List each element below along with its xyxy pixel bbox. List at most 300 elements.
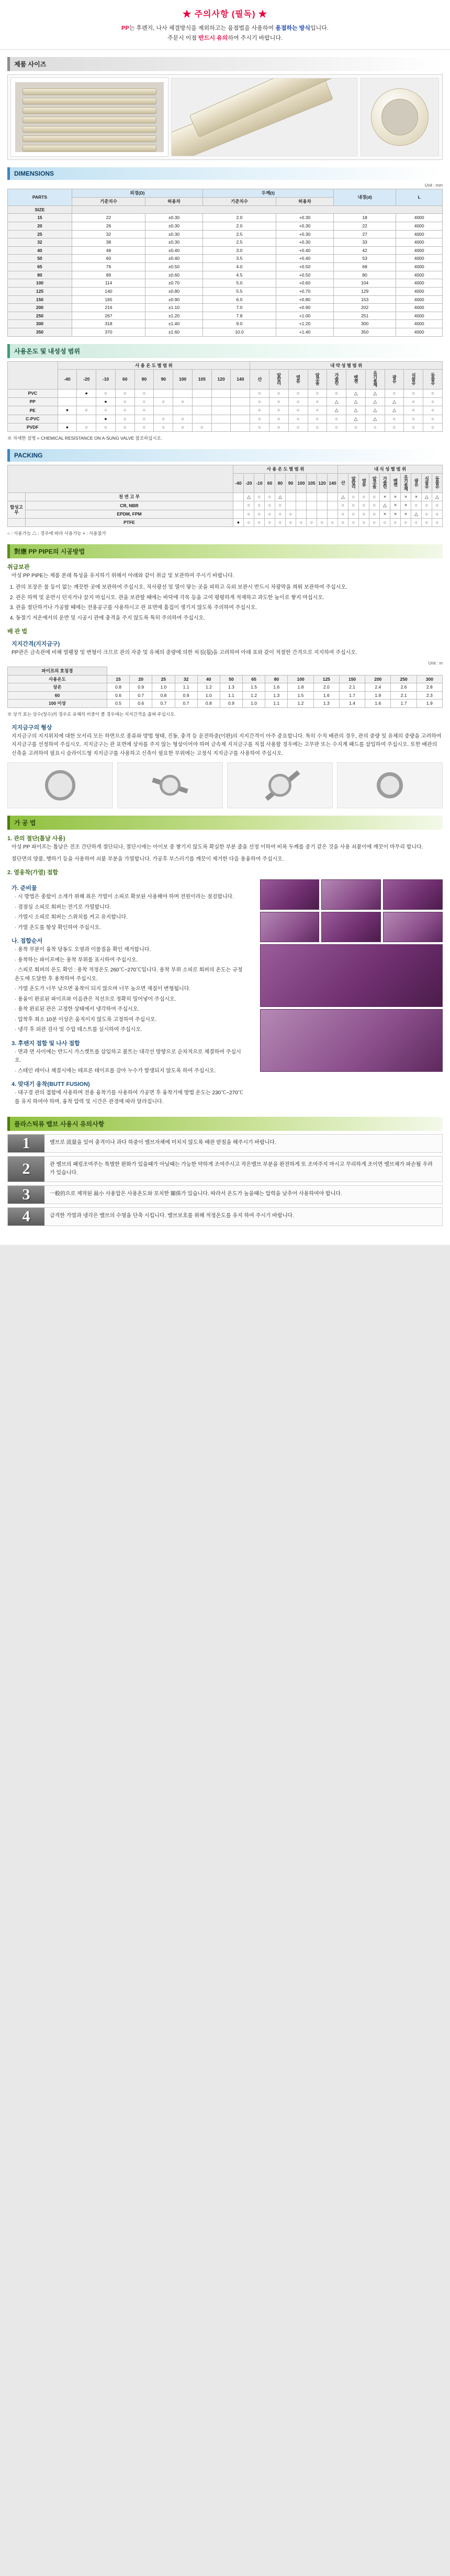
- packing-temp-cell: ○: [286, 510, 296, 518]
- packing-temp-cell: [296, 493, 307, 501]
- table-header-row: [8, 189, 443, 198]
- packing-chem-cell: ○: [369, 493, 380, 501]
- packing-temp-cell: ○: [254, 501, 265, 510]
- dimensions-value-cell: 4000: [396, 279, 443, 288]
- section-heading-processing: 가 공 법: [7, 816, 443, 830]
- table-row: [8, 501, 443, 510]
- table-row: [8, 406, 443, 415]
- dimensions-value-cell: 4000: [396, 222, 443, 230]
- packing-temp-cell: [317, 510, 328, 518]
- dimensions-size-cell: 200: [8, 304, 72, 312]
- packing-chem-cell: ○: [338, 510, 348, 518]
- dimensions-value-cell: 18: [333, 214, 396, 222]
- section-heading-packing: PACKING: [7, 449, 443, 462]
- resistance-chem-header: 동물유: [423, 370, 443, 390]
- resistance-temp-cell: ○: [134, 423, 154, 431]
- dimensions-size-cell: 25: [8, 230, 72, 238]
- list-item: · 압착후 최소 10분 이상은 움직이지 않도록 고정하여 주십시오.: [15, 1016, 157, 1023]
- spacing-temp-cell: 60: [8, 691, 107, 700]
- dimensions-value-cell: ±0.30: [145, 214, 203, 222]
- resistance-chem-cell: ○: [346, 423, 366, 431]
- resistance-chem-cell: ○: [250, 415, 269, 423]
- table-row: [8, 423, 443, 431]
- list-item: · 용착 부분이 융착 당동도 오염과 이물질을 확인 제거합니다.: [15, 947, 151, 953]
- resistance-chem-cell: ○: [327, 415, 346, 423]
- packing-temp-header: -20: [244, 473, 254, 493]
- spacing-value-cell: 0.9: [175, 691, 197, 700]
- packing-temp-cell: [233, 510, 244, 518]
- spacing-value-cell: 0.6: [130, 700, 152, 708]
- resistance-temp-cell: ○: [96, 423, 116, 431]
- clamp-ring-shape: [268, 774, 291, 797]
- dimensions-value-cell: 10.0: [203, 328, 276, 337]
- resistance-temp-cell: ●: [77, 389, 96, 397]
- resistance-temp-cell: [77, 398, 96, 406]
- dimensions-value-cell: ±1.20: [145, 312, 203, 320]
- resistance-temp-cell: ○: [77, 423, 96, 431]
- packing-chem-cell: ○: [369, 518, 380, 526]
- resistance-subheader-row: [8, 370, 443, 390]
- resistance-temp-header: 80: [134, 370, 154, 390]
- resistance-chem-cell: △: [365, 398, 385, 406]
- spacing-value-cell: 1.2: [243, 691, 265, 700]
- resistance-chem-cell: ○: [404, 389, 423, 397]
- dimensions-value-cell: 318: [72, 320, 145, 328]
- packing-chem-cell: ○: [380, 518, 390, 526]
- dimensions-value-cell: 4000: [396, 263, 443, 271]
- packing-chem-cell: ×: [390, 493, 401, 501]
- table-row: [8, 304, 443, 312]
- dimensions-value-cell: 3.5: [203, 255, 276, 263]
- dimensions-value-cell: ±0.80: [145, 287, 203, 295]
- dimensions-value-cell: 4000: [396, 320, 443, 328]
- dimensions-value-cell: 68: [333, 263, 396, 271]
- resistance-chem-cell: ○: [269, 406, 289, 415]
- packing-chem-cell: ×: [411, 493, 422, 501]
- packing-chem-cell: ○: [338, 501, 348, 510]
- construction-storage-intro: 아성 PP PIPE는 제품 본래 특성을 유지하기 위해서 아래와 같이 취급 및 보관하여 주시기 바랍니다.: [12, 573, 234, 579]
- dimensions-value-cell: 300: [333, 320, 396, 328]
- pipe-shape: [22, 145, 156, 152]
- resistance-chem-cell: ○: [308, 423, 327, 431]
- resistance-temp-cell: ○: [134, 406, 154, 415]
- clamp-saddle-illustration: [337, 762, 443, 808]
- dimensions-value-cell: 4000: [396, 304, 443, 312]
- dimensions-value-cell: 22: [333, 222, 396, 230]
- packing-chem-header: 식물유: [422, 473, 432, 493]
- spacing-size-header: 300: [417, 675, 442, 683]
- dimensions-value-cell: 6.0: [203, 295, 276, 304]
- processing-step-list: [15, 893, 248, 932]
- resistance-chem-cell: ○: [423, 415, 443, 423]
- dimensions-value-cell: +0.50: [276, 263, 334, 271]
- dimensions-value-cell: 4000: [396, 271, 443, 279]
- processing-cut-text-1: 아성 PP 파이프는 톱날은 전조 간단하게 절단되나, 절단시에는 아이보 중 쌓기지 않도록 확실한 부분 줄을 선정 이하여 비록 두께를 중기 같은 것을 사용 쇠붙이에 깨끗이 마무리 합니다.: [12, 844, 423, 851]
- packing-group-cell: 합성고무: [8, 501, 26, 519]
- table-row: [8, 214, 443, 222]
- dimensions-value-cell: +0.40: [276, 246, 334, 255]
- packing-chem-cell: ○: [422, 501, 432, 510]
- processing-step-title: 3. 후렌지 접합 및 나사 접합: [12, 1040, 80, 1047]
- resistance-temp-cell: [211, 406, 231, 415]
- dimensions-value-cell: 26: [72, 222, 145, 230]
- processing-sub-fusion: 2. 열융착(가열) 접합: [7, 869, 58, 876]
- resistance-chem-cell: △: [365, 415, 385, 423]
- packing-material-cell: 천 연 고 무: [26, 493, 233, 501]
- dimensions-value-cell: 4000: [396, 295, 443, 304]
- dimensions-value-cell: ±0.50: [145, 263, 203, 271]
- packing-group-cell: [8, 518, 26, 526]
- packing-chem-cell: △: [338, 493, 348, 501]
- dimensions-value-cell: 129: [333, 287, 396, 295]
- construction-sub-spacing: 지지간격(지지금구): [12, 641, 60, 648]
- spacing-size-header: 25: [152, 675, 175, 683]
- packing-chem-cell: ○: [338, 518, 348, 526]
- packing-header-chem-group: 내 식 성 별 범 위: [338, 465, 443, 473]
- packing-temp-cell: [328, 493, 338, 501]
- packing-chem-cell: ○: [348, 501, 359, 510]
- pipe-shape: [22, 88, 156, 95]
- dimensions-value-cell: ±1.60: [145, 328, 203, 337]
- resistance-temp-header: -10: [96, 370, 116, 390]
- packing-temp-cell: [317, 501, 328, 510]
- dimensions-value-cell: ±0.40: [145, 246, 203, 255]
- dimensions-size-cell: 300: [8, 320, 72, 328]
- table-row: [8, 328, 443, 337]
- dimensions-value-cell: 7.8: [203, 312, 276, 320]
- resistance-chem-cell: ○: [269, 398, 289, 406]
- spacing-value-cell: 1.8: [288, 683, 313, 692]
- packing-temp-header: 80: [275, 473, 286, 493]
- dimensions-size-cell: 350: [8, 328, 72, 337]
- fusion-photo: [383, 879, 443, 910]
- packing-temp-header: 60: [265, 473, 275, 493]
- table-size-label-row: [8, 205, 443, 214]
- dimensions-value-cell: +0.80: [276, 295, 334, 304]
- packing-chem-cell: △: [411, 510, 422, 518]
- resistance-chem-cell: ○: [404, 398, 423, 406]
- packing-chem-cell: ○: [359, 518, 369, 526]
- caution-text: 밸브로 流量을 있어 충격이나 과다 하중이 밸브자체에 미치지 않도록 배관 받침을 해주시기 바랍니다.: [50, 1140, 276, 1146]
- spacing-temp-cell: 상온: [8, 683, 107, 692]
- spacing-value-cell: 1.5: [288, 691, 313, 700]
- spacing-size-header: 40: [197, 675, 220, 683]
- construction-sub-support-shape: 지지금구의 형상: [12, 724, 52, 731]
- footer-spacer: [0, 1229, 450, 1234]
- dimensions-value-cell: +0.70: [276, 287, 334, 295]
- resistance-chem-cell: ○: [385, 389, 404, 397]
- dimensions-value-cell: 4000: [396, 328, 443, 337]
- table-header-row: [8, 667, 443, 675]
- packing-chem-cell: ×: [380, 510, 390, 518]
- dimensions-value-cell: +0.30: [276, 222, 334, 230]
- resistance-temp-cell: [58, 415, 77, 423]
- dimensions-value-cell: 27: [333, 230, 396, 238]
- fusion-photo: [321, 912, 381, 942]
- packing-temp-header: 100: [296, 473, 307, 493]
- spacing-size-header: 50: [220, 675, 242, 683]
- dimensions-value-cell: 3.0: [203, 246, 276, 255]
- packing-chem-cell: ×: [390, 510, 401, 518]
- packing-temp-cell: ○: [275, 518, 286, 526]
- resistance-temp-cell: [173, 389, 193, 397]
- resistance-chem-cell: △: [327, 398, 346, 406]
- construction-sub-piping: 배 관 법: [7, 628, 27, 635]
- spacing-value-cell: 1.7: [339, 691, 365, 700]
- resistance-chem-cell: ○: [404, 406, 423, 415]
- resistance-temp-cell: ○: [154, 423, 173, 431]
- packing-group-cell: [8, 493, 26, 501]
- spacing-size-header: 20: [130, 675, 152, 683]
- resistance-temp-header: 90: [154, 370, 173, 390]
- notice-line2-b: 반드시 유의: [198, 35, 228, 41]
- dimensions-value-cell: 2.5: [203, 230, 276, 238]
- dimensions-size-cell: 40: [8, 246, 72, 255]
- dimensions-value-cell: 48: [72, 246, 145, 255]
- notice-line2-a: 주문시 이점: [167, 35, 199, 41]
- dimensions-value-cell: 4000: [396, 214, 443, 222]
- resistance-chem-header: 유기용제: [365, 370, 385, 390]
- dimensions-size-cell: 32: [8, 238, 72, 247]
- list-item: 3. 관을 절단하거나 가공할 때에는 전용공구를 사용하시고 관 표면에 흠집이 생기지 않도록 주의하여 주십시오.: [16, 604, 443, 613]
- dimensions-value-cell: ±0.70: [145, 279, 203, 288]
- spacing-size-header: 32: [175, 675, 197, 683]
- packing-temp-cell: ○: [317, 518, 328, 526]
- packing-temp-cell: ○: [265, 510, 275, 518]
- resistance-temp-cell: [192, 389, 211, 397]
- processing-sub-cutting: 1. 관의 절단(톱날 사용): [7, 835, 65, 842]
- caution-text: 一般的으로 제작된 最小 사용압은 사용온도와 포치한 關係가 있습니다. 따라서 온도가 높을때는 압력을 낮추어 사용하여야 합니다.: [50, 1191, 342, 1197]
- dimensions-value-cell: 42: [333, 246, 396, 255]
- resistance-chem-cell: ○: [308, 398, 327, 406]
- resistance-temp-cell: ○: [96, 389, 116, 397]
- packing-chem-cell: ○: [422, 518, 432, 526]
- resistance-temp-cell: ○: [134, 398, 154, 406]
- dimensions-value-cell: +1.20: [276, 320, 334, 328]
- packing-temp-cell: ○: [244, 510, 254, 518]
- table-header-row: [8, 675, 443, 683]
- resistance-temp-cell: ○: [154, 415, 173, 423]
- resistance-chem-cell: ○: [327, 389, 346, 397]
- packing-chem-cell: ○: [432, 518, 443, 526]
- packing-table: [7, 465, 443, 527]
- dimensions-value-cell: 7.0: [203, 304, 276, 312]
- list-item: · 시 방법은 종합이 소개가 위해 최은 가열이 소피로 확보된 사용해야 하며 전원이라는 점검합니다.: [15, 894, 234, 900]
- packing-chem-header: 알칼리: [348, 473, 359, 493]
- resistance-temp-cell: ○: [173, 398, 193, 406]
- dimensions-size-cell: 125: [8, 287, 72, 295]
- packing-material-cell: EPDM, FPM: [26, 510, 233, 518]
- packing-temp-cell: [317, 493, 328, 501]
- processing-step-list: [15, 946, 248, 1035]
- construction-support-text: 지지금구의 지지위치에 대한 모서리 모든 하면으로 종류와 방법 형태, 진동, 충격 등 운전하중(이완)의 지지간격이 아주 중요합니다. 특히 수직 배관의 경우, 관의 중량 및 유체의 중량을 고려하여 지지금구를 선정하여 주십시오. 지지금구는 관 표면에 상처를 주지 않는 형상이어야 하며 금속제 지지금구를 직접 사용할 경우에는 고무판 또는 수지계 패드를 삽입하여 주십시오. 또한 배관의 신축을 고려하여 필요시 슬라이드형 지지금구를 사용하고 신축이 필요한 부위에는 고정식 지지금구를 사용하여 주십시오.: [12, 733, 442, 757]
- table-header-row: [8, 361, 443, 370]
- dimensions-size-cell: 150: [8, 295, 72, 304]
- resistance-note: ※ 자세한 설명 = CHEMICAL RESISTANCE ON A-SUNG VALVE 참조하십시오.: [7, 436, 163, 441]
- packing-temp-cell: ○: [244, 501, 254, 510]
- packing-temp-cell: [328, 501, 338, 510]
- packing-chem-cell: ○: [359, 493, 369, 501]
- resistance-temp-header: 120: [211, 370, 231, 390]
- section-heading-product-size: 제품 사이즈: [7, 57, 443, 71]
- clamp-band-illustration: [7, 762, 113, 808]
- spacing-value-cell: 1.6: [313, 691, 339, 700]
- dimensions-header-od: 외경(D): [72, 189, 203, 198]
- resistance-temp-cell: ○: [77, 406, 96, 415]
- packing-chem-cell: ○: [432, 501, 443, 510]
- caution-number: 4: [8, 1208, 44, 1226]
- resistance-chem-cell: △: [365, 389, 385, 397]
- resistance-chem-header: 광유: [385, 370, 404, 390]
- packing-temp-cell: ○: [286, 518, 296, 526]
- notice-line1-pp: PP: [121, 25, 129, 31]
- resistance-chem-cell: ○: [288, 406, 308, 415]
- pipe-shape: [22, 117, 156, 123]
- packing-temp-cell: ○: [275, 501, 286, 510]
- resistance-chem-cell: △: [346, 389, 366, 397]
- spacing-value-cell: 1.5: [243, 683, 265, 692]
- dimensions-size-cell: 65: [8, 263, 72, 271]
- resistance-temp-cell: [192, 398, 211, 406]
- dimensions-value-cell: 60: [72, 255, 145, 263]
- packing-temp-cell: ○: [296, 518, 307, 526]
- packing-chem-cell: ○: [401, 518, 411, 526]
- table-row: [8, 287, 443, 295]
- packing-chem-cell: △: [380, 501, 390, 510]
- packing-chem-cell: ○: [369, 501, 380, 510]
- resistance-temp-cell: ○: [192, 423, 211, 431]
- resistance-chem-header: 식물유: [404, 370, 423, 390]
- packing-chem-header: 동물유: [432, 473, 443, 493]
- spacing-size-header: 125: [313, 675, 339, 683]
- resistance-temp-cell: [211, 389, 231, 397]
- fusion-photo-large: [260, 944, 443, 1007]
- resistance-temp-cell: [154, 389, 173, 397]
- packing-chem-cell: ○: [348, 493, 359, 501]
- spacing-value-cell: 1.2: [288, 700, 313, 708]
- list-item: · 스테인 레이나 체결시에는 테프론 테이프를 감아 누수가 발생되지 않도록 하여 주십시오.: [15, 1068, 216, 1074]
- spacing-size-header: 65: [243, 675, 265, 683]
- resistance-chem-cell: ○: [288, 389, 308, 397]
- resistance-material-cell: PP: [8, 398, 58, 406]
- table-row: [8, 389, 443, 397]
- dimensions-value-cell: +0.30: [276, 230, 334, 238]
- processing-step-list: [15, 1089, 248, 1106]
- dimensions-value-cell: 4.5: [203, 271, 276, 279]
- list-item: · 가열 온도를 항상 확인하여 주십시오.: [15, 924, 101, 931]
- resistance-temp-cell: [231, 406, 250, 415]
- resistance-material-cell: PE: [8, 406, 58, 415]
- packing-temp-cell: [328, 510, 338, 518]
- resistance-temp-header: 140: [231, 370, 250, 390]
- dimensions-value-cell: ±0.60: [145, 271, 203, 279]
- dimensions-value-cell: ±0.30: [145, 222, 203, 230]
- section-heading-resistance: 사용온도 및 내성성 범위: [7, 344, 443, 358]
- list-item: · 면과 면 사이에는 반드시 가스켓트를 삽입하고 볼트는 대각선 방향으로 순차적으로 체결하여 주십시오.: [15, 1049, 241, 1064]
- resistance-material-cell: C-PVC: [8, 415, 58, 423]
- spacing-value-cell: 1.9: [365, 691, 391, 700]
- resistance-chem-cell: ○: [365, 423, 385, 431]
- dimensions-value-cell: 216: [72, 304, 145, 312]
- dimensions-size-cell: 100: [8, 279, 72, 288]
- resistance-chem-cell: △: [346, 415, 366, 423]
- support-spacing-table: [7, 667, 443, 708]
- processing-content-wrap: [7, 879, 443, 1109]
- clamp-illustration-row: [7, 762, 443, 808]
- resistance-chem-cell: ○: [404, 415, 423, 423]
- dimensions-table: [7, 189, 443, 336]
- packing-temp-header: 105: [307, 473, 317, 493]
- spacing-value-cell: 1.4: [339, 700, 365, 708]
- dimensions-value-cell: +0.60: [276, 279, 334, 288]
- spacing-value-cell: 1.6: [265, 683, 288, 692]
- section-heading-dimensions: DIMENSIONS: [7, 167, 443, 180]
- resistance-chem-cell: △: [346, 406, 366, 415]
- caution-number: 3: [8, 1186, 44, 1204]
- spacing-value-cell: 0.9: [220, 700, 242, 708]
- spacing-value-cell: 1.2: [197, 683, 220, 692]
- caution-text: 급격한 가열과 냉각은 밸브의 수명을 단축 시킵니다. 밸브보호를 위해 적정온도를 유지 하여 주시기 바랍니다.: [50, 1213, 294, 1219]
- clamp-ring-shape: [377, 772, 403, 798]
- resistance-chem-header: 가솔린: [327, 370, 346, 390]
- resistance-chem-header: 알칼리: [269, 370, 289, 390]
- dimensions-value-cell: +0.50: [276, 271, 334, 279]
- caution-item: [7, 1185, 443, 1204]
- dimensions-value-cell: 2.0: [203, 222, 276, 230]
- caution-number: 2: [8, 1157, 44, 1182]
- list-item: 2. 관은 하역 및 운반시 던지거나 끌지 마십시오. 관을 보관할 때에는 바닥에 각목 등을 고여 평평하게 적재하고 과도한 높이로 쌓지 마십시오.: [16, 594, 443, 603]
- spacing-size-header: 200: [365, 675, 391, 683]
- list-item: · 스피로 회퍼의 온도 확인 : 용착 적정온도 260℃~270℃입니다. 용착 부위 소피로 회퍼의 온도는 규정온도에 도달한 후 용착하여 주십시오.: [15, 967, 243, 982]
- notice-line1-weld: 용접하는 방식: [275, 25, 311, 31]
- dimensions-value-cell: +0.30: [276, 238, 334, 247]
- resistance-temp-header: 100: [173, 370, 193, 390]
- resistance-chem-cell: ○: [269, 389, 289, 397]
- resistance-chem-cell: ○: [327, 423, 346, 431]
- packing-chem-cell: ×: [380, 493, 390, 501]
- table-row: [8, 279, 443, 288]
- resistance-chem-header: 벤젠: [346, 370, 366, 390]
- dimensions-subheader-t-tol: 허용차: [276, 198, 334, 206]
- packing-chem-header: 광유: [411, 473, 422, 493]
- table-row: [8, 312, 443, 320]
- caution-item: [7, 1134, 443, 1153]
- dimensions-value-cell: 53: [333, 255, 396, 263]
- resistance-chem-cell: ○: [288, 423, 308, 431]
- resistance-temp-cell: [173, 406, 193, 415]
- spacing-value-cell: 0.7: [175, 700, 197, 708]
- fusion-photo: [260, 879, 320, 910]
- packing-temp-cell: ●: [233, 518, 244, 526]
- diagonal-pipe-photo: [171, 78, 357, 156]
- resistance-chem-cell: △: [385, 406, 404, 415]
- dimensions-header-id: 내경(d): [333, 189, 396, 205]
- packing-temp-cell: ○: [275, 510, 286, 518]
- dimensions-value-cell: 165: [72, 295, 145, 304]
- dimensions-value-cell: ±0.30: [145, 238, 203, 247]
- dimensions-header-spacer: [72, 205, 442, 214]
- table-row: [8, 263, 443, 271]
- dimensions-header-parts: PARTS: [8, 189, 72, 205]
- packing-temp-cell: ○: [265, 501, 275, 510]
- resistance-temp-cell: [77, 415, 96, 423]
- dimensions-value-cell: 153: [333, 295, 396, 304]
- spacing-value-cell: 1.1: [220, 691, 242, 700]
- spacing-value-cell: 1.0: [152, 683, 175, 692]
- spacing-value-cell: 2.6: [391, 683, 417, 692]
- resistance-temp-cell: ●: [58, 423, 77, 431]
- fusion-photo-large: [260, 1009, 443, 1072]
